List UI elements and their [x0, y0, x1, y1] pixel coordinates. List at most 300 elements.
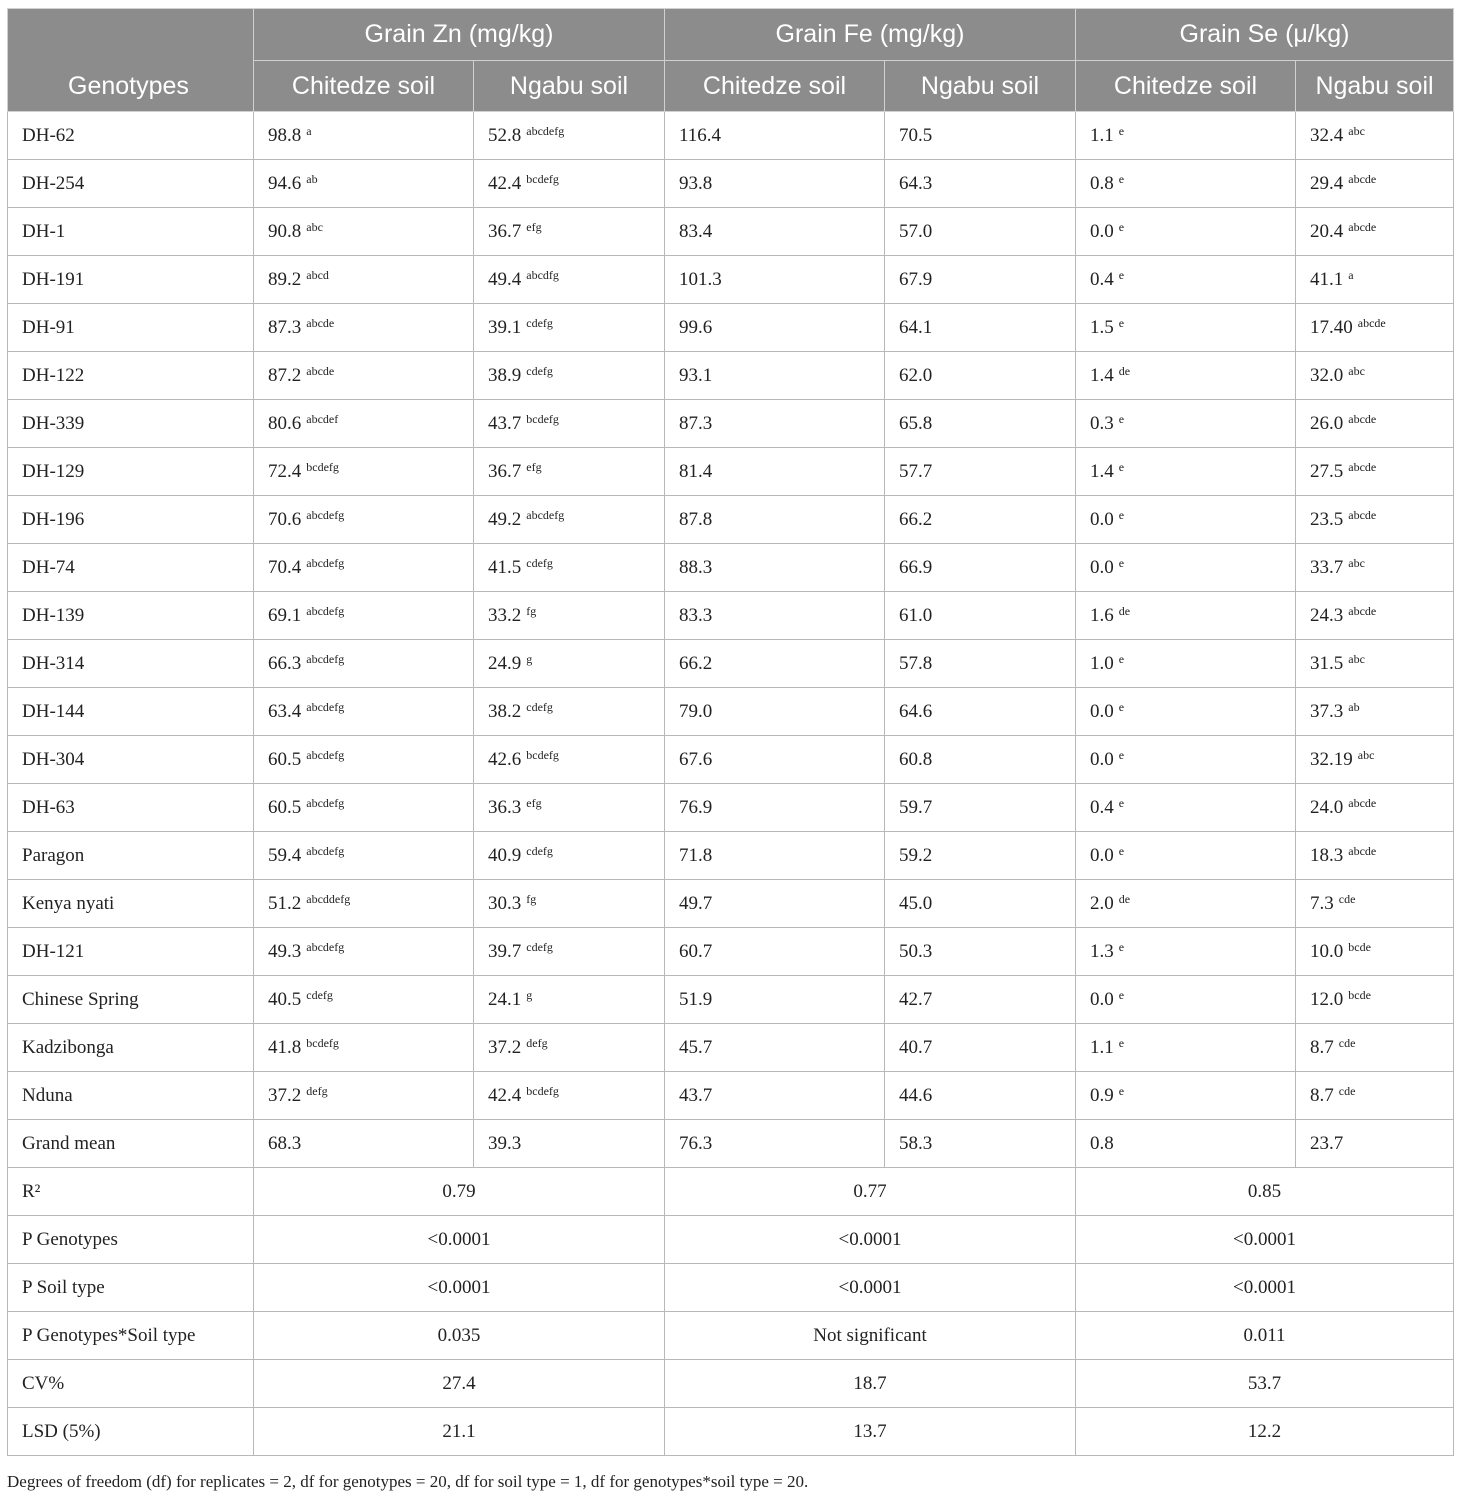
zn-ngabu-cell-value: 36.7 [488, 460, 522, 482]
zn-chitedze-cell [254, 640, 474, 688]
se-chitedze-cell-letters: e [1118, 267, 1125, 282]
se-ngabu-cell-value: 12.0 [1310, 988, 1344, 1010]
stat-zn-cell: 0.035 [254, 1312, 665, 1360]
zn-chitedze-cell-letters: abcdefg [306, 507, 345, 522]
genotype-cell: DH-63 [8, 784, 254, 832]
se-chitedze-cell-value: 0.0 [1090, 748, 1114, 770]
se-chitedze-cell-letters: de [1118, 363, 1131, 378]
se-ngabu-cell [1296, 736, 1454, 784]
stat-zn-cell: 27.4 [254, 1360, 665, 1408]
se-ngabu-cell-letters: abcde [1348, 507, 1377, 522]
se-chitedze-cell [1076, 736, 1296, 784]
se-ngabu-cell-value: 41.1 [1310, 268, 1344, 290]
fe-chitedze-cell [665, 592, 885, 640]
fe-chitedze-cell [665, 736, 885, 784]
se-chitedze-cell-letters: e [1118, 747, 1125, 762]
se-chitedze-cell [1076, 640, 1296, 688]
stat-label-cell: P Genotypes*Soil type [8, 1312, 254, 1360]
fe-ngabu-cell [885, 832, 1076, 880]
zn-ngabu-cell-letters: abcdfg [526, 267, 559, 282]
zn-ngabu-cell-value: 42.4 [488, 172, 522, 194]
zn-chitedze-cell [254, 928, 474, 976]
stat-fe-cell: 13.7 [665, 1408, 1076, 1456]
stat-label-cell: P Genotypes [8, 1216, 254, 1264]
zn-chitedze-cell-value: 59.4 [268, 844, 302, 866]
fe-chitedze-cell-value: 87.3 [679, 412, 713, 434]
stat-se-cell: 0.011 [1076, 1312, 1454, 1360]
fe-chitedze-cell [665, 304, 885, 352]
zn-chitedze-cell-value: 87.2 [268, 364, 302, 386]
fe-ngabu-cell-value: 57.8 [899, 652, 933, 674]
se-ngabu-cell [1296, 1024, 1454, 1072]
fe-ngabu-cell-value: 50.3 [899, 940, 933, 962]
zn-ngabu-cell [474, 592, 665, 640]
table-row [8, 448, 1454, 496]
zn-chitedze-cell [254, 352, 474, 400]
fe-ngabu-cell-value: 66.2 [899, 508, 933, 530]
genotype-cell: DH-304 [8, 736, 254, 784]
stats-row [8, 1168, 1454, 1216]
se-ngabu-cell-value: 37.3 [1310, 700, 1344, 722]
fe-chitedze-cell [665, 928, 885, 976]
fe-chitedze-cell-value: 93.8 [679, 172, 713, 194]
fe-ngabu-cell-value: 57.0 [899, 220, 933, 242]
fe-ngabu-cell-value: 40.7 [899, 1036, 933, 1058]
fe-chitedze-cell [665, 496, 885, 544]
se-chitedze-cell [1076, 928, 1296, 976]
genotype-cell: Paragon [8, 832, 254, 880]
zn-chitedze-cell-letters: abcd [306, 267, 329, 282]
zn-ngabu-cell-letters: g [526, 651, 533, 666]
fe-ngabu-cell-value: 44.6 [899, 1084, 933, 1106]
fe-chitedze-cell [665, 544, 885, 592]
table-body [8, 112, 1454, 1456]
stat-se-cell: 12.2 [1076, 1408, 1454, 1456]
se-chitedze-cell-value: 1.1 [1090, 124, 1114, 146]
zn-chitedze-cell [254, 1024, 474, 1072]
table-row [8, 208, 1454, 256]
zn-ngabu-cell-letters: cdefg [526, 555, 553, 570]
zn-ngabu-cell-letters: abcdefg [526, 507, 565, 522]
fe-ngabu-cell-value: 64.3 [899, 172, 933, 194]
fe-chitedze-cell-value: 116.4 [679, 124, 722, 146]
zn-ngabu-cell-value: 24.9 [488, 652, 522, 674]
zn-ngabu-cell-letters: g [526, 987, 533, 1002]
fe-chitedze-cell-value: 76.9 [679, 796, 713, 818]
fe-ngabu-cell [885, 448, 1076, 496]
zn-chitedze-cell-value: 98.8 [268, 124, 302, 146]
fe-ngabu-cell-value: 66.9 [899, 556, 933, 578]
fe-ngabu-cell-value: 62.0 [899, 364, 933, 386]
fe-chitedze-cell [665, 352, 885, 400]
stat-label-cell: P Soil type [8, 1264, 254, 1312]
se-chitedze-cell-letters: e [1118, 315, 1125, 330]
zn-ngabu-cell [474, 1120, 665, 1168]
fe-chitedze-cell-value: 87.8 [679, 508, 713, 530]
fe-chitedze-cell-value: 93.1 [679, 364, 713, 386]
zn-chitedze-cell [254, 880, 474, 928]
stat-fe-cell: Not significant [665, 1312, 1076, 1360]
fe-chitedze-cell-value: 66.2 [679, 652, 713, 674]
se-ngabu-cell [1296, 640, 1454, 688]
fe-chitedze-cell-value: 45.7 [679, 1036, 713, 1058]
zn-ngabu-cell-value: 30.3 [488, 892, 522, 914]
se-ngabu-cell-value: 29.4 [1310, 172, 1344, 194]
zn-ngabu-cell-letters: fg [526, 891, 537, 906]
stat-zn-cell: <0.0001 [254, 1264, 665, 1312]
se-ngabu-cell-letters: abcde [1348, 171, 1377, 186]
se-chitedze-cell-value: 0.0 [1090, 700, 1114, 722]
se-chitedze-cell-letters: e [1118, 939, 1125, 954]
zn-ngabu-cell-value: 39.3 [488, 1132, 522, 1154]
se-chitedze-cell [1076, 352, 1296, 400]
se-ngabu-cell [1296, 784, 1454, 832]
zn-ngabu-cell-value: 24.1 [488, 988, 522, 1010]
zn-ngabu-cell-letters: cdefg [526, 843, 553, 858]
se-chitedze-cell [1076, 688, 1296, 736]
se-chitedze-cell [1076, 448, 1296, 496]
zn-chitedze-cell-letters: abcdefg [306, 651, 345, 666]
zn-chitedze-cell [254, 160, 474, 208]
se-chitedze-cell-value: 2.0 [1090, 892, 1114, 914]
zn-ngabu-cell-letters: abcdefg [526, 123, 565, 138]
fe-ngabu-cell-value: 59.2 [899, 844, 933, 866]
header-fe-ngabu: Ngabu soil [885, 61, 1076, 112]
stat-zn-cell: 0.79 [254, 1168, 665, 1216]
se-chitedze-cell [1076, 784, 1296, 832]
zn-chitedze-cell [254, 304, 474, 352]
se-chitedze-cell-value: 1.6 [1090, 604, 1114, 626]
zn-chitedze-cell-value: 80.6 [268, 412, 302, 434]
zn-ngabu-cell [474, 160, 665, 208]
genotype-cell: DH-122 [8, 352, 254, 400]
se-ngabu-cell-letters: abc [1348, 363, 1365, 378]
se-ngabu-cell-value: 33.7 [1310, 556, 1344, 578]
fe-ngabu-cell [885, 352, 1076, 400]
se-ngabu-cell [1296, 112, 1454, 160]
zn-chitedze-cell-letters: abcde [306, 315, 335, 330]
fe-chitedze-cell [665, 448, 885, 496]
se-chitedze-cell-letters: e [1118, 699, 1125, 714]
fe-ngabu-cell [885, 784, 1076, 832]
zn-chitedze-cell-value: 70.4 [268, 556, 302, 578]
table-row [8, 1120, 1454, 1168]
se-ngabu-cell-letters: abcde [1357, 315, 1386, 330]
table-row [8, 256, 1454, 304]
zn-ngabu-cell-value: 41.5 [488, 556, 522, 578]
zn-chitedze-cell-letters: bcdefg [306, 459, 339, 474]
se-ngabu-cell-letters: cde [1338, 1083, 1356, 1098]
stat-zn-cell: 21.1 [254, 1408, 665, 1456]
se-ngabu-cell [1296, 160, 1454, 208]
zn-chitedze-cell-value: 40.5 [268, 988, 302, 1010]
fe-chitedze-cell [665, 256, 885, 304]
zn-ngabu-cell-letters: efg [526, 795, 542, 810]
fe-chitedze-cell [665, 208, 885, 256]
zn-ngabu-cell-letters: defg [526, 1035, 548, 1050]
se-chitedze-cell [1076, 256, 1296, 304]
se-chitedze-cell-value: 0.0 [1090, 556, 1114, 578]
header-grain-se: Grain Se (μ/kg) [1076, 9, 1454, 61]
fe-chitedze-cell-value: 79.0 [679, 700, 713, 722]
genotype-cell: DH-144 [8, 688, 254, 736]
se-ngabu-cell-value: 24.3 [1310, 604, 1344, 626]
fe-ngabu-cell [885, 592, 1076, 640]
se-chitedze-cell [1076, 208, 1296, 256]
table-row [8, 1072, 1454, 1120]
se-ngabu-cell-value: 18.3 [1310, 844, 1344, 866]
se-ngabu-cell [1296, 256, 1454, 304]
zn-chitedze-cell-letters: abcde [306, 363, 335, 378]
zn-ngabu-cell-letters: bcdefg [526, 1083, 559, 1098]
header-grain-zn: Grain Zn (mg/kg) [254, 9, 665, 61]
zn-ngabu-cell-letters: bcdefg [526, 747, 559, 762]
se-ngabu-cell-letters: cde [1338, 1035, 1356, 1050]
fe-chitedze-cell-value: 43.7 [679, 1084, 713, 1106]
se-chitedze-cell-letters: e [1118, 459, 1125, 474]
table-row [8, 976, 1454, 1024]
genotype-cell: DH-129 [8, 448, 254, 496]
fe-ngabu-cell-value: 64.6 [899, 700, 933, 722]
se-chitedze-cell-value: 1.5 [1090, 316, 1114, 338]
fe-ngabu-cell-value: 70.5 [899, 124, 933, 146]
zn-ngabu-cell-value: 49.4 [488, 268, 522, 290]
genotype-cell: DH-339 [8, 400, 254, 448]
zn-chitedze-cell [254, 736, 474, 784]
fe-ngabu-cell-value: 64.1 [899, 316, 933, 338]
se-ngabu-cell [1296, 1072, 1454, 1120]
fe-ngabu-cell [885, 688, 1076, 736]
fe-chitedze-cell-value: 49.7 [679, 892, 713, 914]
fe-ngabu-cell [885, 112, 1076, 160]
se-chitedze-cell-letters: de [1118, 603, 1131, 618]
zn-ngabu-cell-value: 40.9 [488, 844, 522, 866]
se-ngabu-cell-value: 31.5 [1310, 652, 1344, 674]
fe-chitedze-cell-value: 60.7 [679, 940, 713, 962]
fe-chitedze-cell-value: 71.8 [679, 844, 713, 866]
fe-chitedze-cell [665, 1072, 885, 1120]
se-ngabu-cell [1296, 400, 1454, 448]
se-ngabu-cell-letters: ab [1348, 699, 1360, 714]
se-ngabu-cell [1296, 1120, 1454, 1168]
se-chitedze-cell-value: 0.3 [1090, 412, 1114, 434]
se-chitedze-cell-value: 0.0 [1090, 844, 1114, 866]
zn-chitedze-cell-value: 60.5 [268, 748, 302, 770]
stat-label-cell: R² [8, 1168, 254, 1216]
genotype-cell: Chinese Spring [8, 976, 254, 1024]
fe-chitedze-cell [665, 976, 885, 1024]
se-ngabu-cell-letters: bcde [1348, 939, 1371, 954]
se-ngabu-cell-letters: abc [1348, 123, 1365, 138]
zn-chitedze-cell-letters: cdefg [306, 987, 333, 1002]
genotype-cell: DH-1 [8, 208, 254, 256]
se-chitedze-cell [1076, 304, 1296, 352]
zn-chitedze-cell-value: 87.3 [268, 316, 302, 338]
se-chitedze-cell-value: 0.0 [1090, 220, 1114, 242]
zn-chitedze-cell-letters: bcdefg [306, 1035, 339, 1050]
zn-ngabu-cell-value: 39.1 [488, 316, 522, 338]
fe-ngabu-cell [885, 400, 1076, 448]
zn-ngabu-cell [474, 976, 665, 1024]
zn-chitedze-cell-letters: abcdefg [306, 699, 345, 714]
grain-mineral-table [7, 8, 1454, 1456]
zn-chitedze-cell [254, 688, 474, 736]
fe-chitedze-cell [665, 688, 885, 736]
se-chitedze-cell-letters: e [1118, 219, 1125, 234]
se-chitedze-cell-letters: e [1118, 843, 1125, 858]
stat-se-cell: 53.7 [1076, 1360, 1454, 1408]
genotype-cell: Kadzibonga [8, 1024, 254, 1072]
zn-chitedze-cell [254, 112, 474, 160]
se-ngabu-cell-value: 23.5 [1310, 508, 1344, 530]
zn-chitedze-cell-letters: ab [306, 171, 318, 186]
zn-chitedze-cell [254, 1120, 474, 1168]
se-ngabu-cell-value: 23.7 [1310, 1132, 1344, 1154]
se-ngabu-cell [1296, 928, 1454, 976]
fe-ngabu-cell [885, 304, 1076, 352]
table-row [8, 688, 1454, 736]
fe-ngabu-cell [885, 160, 1076, 208]
se-chitedze-cell [1076, 880, 1296, 928]
fe-ngabu-cell-value: 60.8 [899, 748, 933, 770]
fe-ngabu-cell [885, 736, 1076, 784]
stat-label-cell: CV% [8, 1360, 254, 1408]
zn-ngabu-cell [474, 352, 665, 400]
se-ngabu-cell [1296, 832, 1454, 880]
table-row [8, 832, 1454, 880]
zn-ngabu-cell [474, 256, 665, 304]
table-container [7, 8, 1453, 1456]
se-ngabu-cell-letters: bcde [1348, 987, 1371, 1002]
zn-chitedze-cell-value: 70.6 [268, 508, 302, 530]
table-row [8, 784, 1454, 832]
se-ngabu-cell-value: 32.0 [1310, 364, 1344, 386]
genotype-cell: DH-191 [8, 256, 254, 304]
table-row [8, 592, 1454, 640]
zn-ngabu-cell-value: 33.2 [488, 604, 522, 626]
stat-zn-cell: <0.0001 [254, 1216, 665, 1264]
zn-ngabu-cell-letters: bcdefg [526, 171, 559, 186]
stats-row [8, 1408, 1454, 1456]
se-ngabu-cell [1296, 592, 1454, 640]
genotype-cell: DH-254 [8, 160, 254, 208]
se-chitedze-cell [1076, 160, 1296, 208]
stat-se-cell: <0.0001 [1076, 1264, 1454, 1312]
fe-ngabu-cell-value: 59.7 [899, 796, 933, 818]
zn-chitedze-cell-value: 66.3 [268, 652, 302, 674]
genotype-cell: Kenya nyati [8, 880, 254, 928]
zn-chitedze-cell-value: 49.3 [268, 940, 302, 962]
se-ngabu-cell-value: 7.3 [1310, 892, 1334, 914]
se-chitedze-cell-value: 1.3 [1090, 940, 1114, 962]
zn-chitedze-cell-letters: abcdefg [306, 843, 345, 858]
fe-ngabu-cell-value: 67.9 [899, 268, 933, 290]
stat-fe-cell: 18.7 [665, 1360, 1076, 1408]
fe-ngabu-cell-value: 61.0 [899, 604, 933, 626]
se-ngabu-cell-value: 8.7 [1310, 1084, 1334, 1106]
fe-ngabu-cell-value: 58.3 [899, 1132, 933, 1154]
genotype-cell: Nduna [8, 1072, 254, 1120]
zn-chitedze-cell [254, 832, 474, 880]
fe-chitedze-cell [665, 160, 885, 208]
se-chitedze-cell [1076, 592, 1296, 640]
zn-chitedze-cell-value: 72.4 [268, 460, 302, 482]
zn-chitedze-cell-value: 37.2 [268, 1084, 302, 1106]
se-ngabu-cell-value: 26.0 [1310, 412, 1344, 434]
se-ngabu-cell-letters: a [1348, 267, 1354, 282]
zn-chitedze-cell [254, 592, 474, 640]
stat-se-cell: <0.0001 [1076, 1216, 1454, 1264]
se-chitedze-cell-letters: e [1118, 987, 1125, 1002]
table-row [8, 112, 1454, 160]
fe-ngabu-cell [885, 256, 1076, 304]
table-row [8, 1024, 1454, 1072]
table-footnote: Degrees of freedom (df) for replicates = 2, df for genotypes = 20, df for soil type = 1, df for genotypes*soil type = 20. [7, 1472, 809, 1491]
genotype-cell: Grand mean [8, 1120, 254, 1168]
se-ngabu-cell-value: 17.40 [1310, 316, 1353, 338]
se-ngabu-cell-letters: abc [1348, 555, 1365, 570]
se-chitedze-cell-letters: e [1118, 507, 1125, 522]
fe-ngabu-cell-value: 57.7 [899, 460, 933, 482]
header-zn-ngabu: Ngabu soil [474, 61, 665, 112]
zn-chitedze-cell-value: 41.8 [268, 1036, 302, 1058]
zn-chitedze-cell [254, 208, 474, 256]
fe-chitedze-cell [665, 784, 885, 832]
zn-chitedze-cell [254, 976, 474, 1024]
se-ngabu-cell-value: 24.0 [1310, 796, 1344, 818]
fe-ngabu-cell [885, 976, 1076, 1024]
se-ngabu-cell [1296, 304, 1454, 352]
table-row [8, 928, 1454, 976]
fe-chitedze-cell-value: 67.6 [679, 748, 713, 770]
header-grain-fe: Grain Fe (mg/kg) [665, 9, 1076, 61]
se-chitedze-cell [1076, 544, 1296, 592]
fe-chitedze-cell-value: 81.4 [679, 460, 713, 482]
zn-chitedze-cell-value: 69.1 [268, 604, 302, 626]
fe-ngabu-cell [885, 1120, 1076, 1168]
header-fe-chitedze: Chitedze soil [665, 61, 885, 112]
header-zn-chitedze: Chitedze soil [254, 61, 474, 112]
se-chitedze-cell-letters: de [1118, 891, 1131, 906]
zn-ngabu-cell-letters: efg [526, 459, 542, 474]
se-chitedze-cell-letters: e [1118, 123, 1125, 138]
zn-chitedze-cell-value: 90.8 [268, 220, 302, 242]
genotype-cell: DH-74 [8, 544, 254, 592]
fe-ngabu-cell [885, 544, 1076, 592]
table-row [8, 304, 1454, 352]
se-chitedze-cell [1076, 112, 1296, 160]
se-ngabu-cell [1296, 208, 1454, 256]
se-chitedze-cell-value: 0.0 [1090, 508, 1114, 530]
zn-chitedze-cell-value: 51.2 [268, 892, 302, 914]
zn-ngabu-cell-letters: bcdefg [526, 411, 559, 426]
zn-chitedze-cell [254, 256, 474, 304]
table-row [8, 496, 1454, 544]
genotype-cell: DH-139 [8, 592, 254, 640]
se-ngabu-cell [1296, 496, 1454, 544]
zn-chitedze-cell-letters: abcdefg [306, 939, 345, 954]
zn-ngabu-cell-value: 49.2 [488, 508, 522, 530]
se-ngabu-cell [1296, 688, 1454, 736]
genotype-cell: DH-121 [8, 928, 254, 976]
zn-ngabu-cell [474, 208, 665, 256]
se-ngabu-cell-value: 27.5 [1310, 460, 1344, 482]
genotype-cell: DH-62 [8, 112, 254, 160]
se-ngabu-cell-value: 32.19 [1310, 748, 1353, 770]
se-chitedze-cell-value: 0.8 [1090, 172, 1114, 194]
se-chitedze-cell [1076, 1024, 1296, 1072]
zn-ngabu-cell [474, 448, 665, 496]
